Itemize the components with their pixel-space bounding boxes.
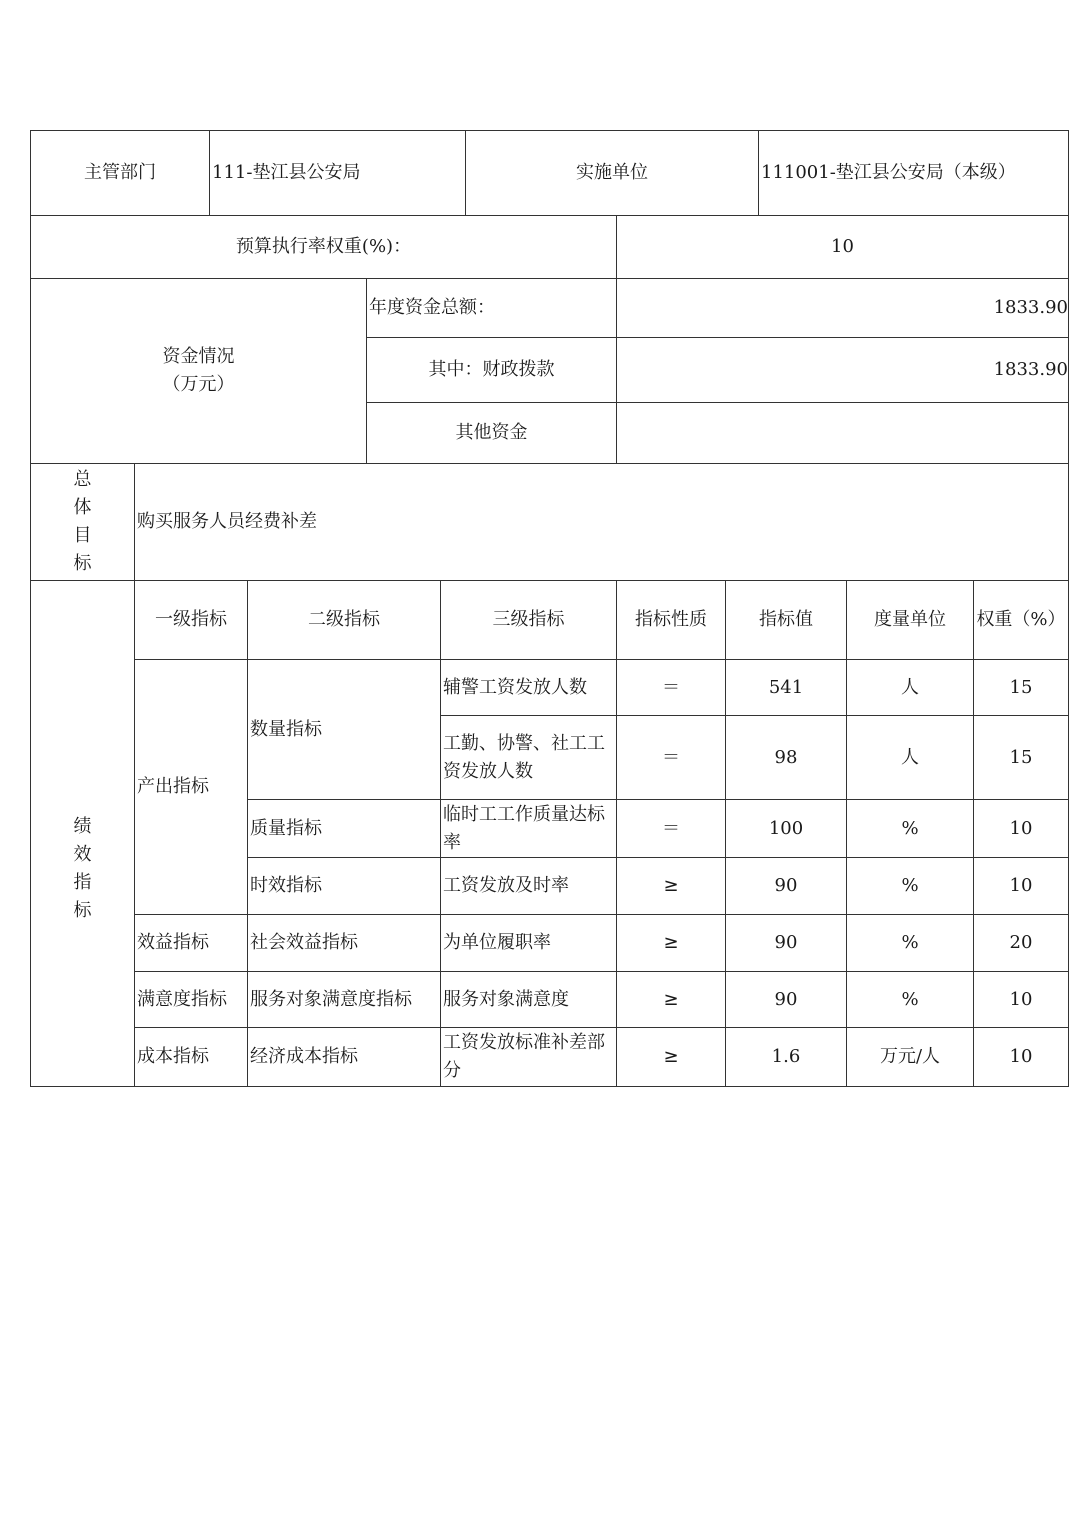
level2-social: 社会效益指标 bbox=[250, 932, 358, 953]
value-cell: 90 bbox=[774, 988, 798, 1010]
other-funds-value bbox=[617, 403, 1068, 463]
funds-label-line2: （万元） bbox=[162, 374, 235, 395]
annual-total-label: 年度资金总额： bbox=[369, 297, 495, 318]
value-cell: 90 bbox=[774, 932, 798, 953]
level3-cell: 辅警工资发放人数 bbox=[443, 676, 587, 698]
overall-goal-text: 购买服务人员经费补差 bbox=[137, 511, 317, 532]
unit-cell: % bbox=[901, 875, 919, 896]
weight-cell: 10 bbox=[1009, 875, 1033, 896]
overall-goal-label bbox=[31, 464, 134, 580]
weight-cell: 15 bbox=[1009, 746, 1033, 768]
value-cell: 98 bbox=[774, 746, 798, 768]
level1-output: 产出指标 bbox=[137, 776, 209, 797]
unit-cell: % bbox=[901, 817, 919, 839]
col-header-level3: 三级指标 bbox=[492, 609, 565, 630]
goal-char-3: 目 bbox=[73, 525, 92, 546]
implementer-label: 实施单位 bbox=[576, 162, 648, 183]
nature-cell: ＝ bbox=[662, 746, 680, 768]
weight-cell: 10 bbox=[1009, 988, 1033, 1010]
value-cell: 90 bbox=[774, 875, 798, 896]
level1-cost: 成本指标 bbox=[137, 1046, 209, 1067]
unit-cell: 人 bbox=[901, 746, 919, 768]
budget-weight-label: 预算执行率权重(%)： bbox=[235, 236, 412, 257]
perf-char-4: 标 bbox=[73, 899, 92, 921]
supervisor-value: 111-垫江县公安局 bbox=[212, 162, 361, 183]
value-cell: 541 bbox=[768, 676, 804, 698]
level1-benefit: 效益指标 bbox=[137, 932, 209, 953]
level2-timeliness: 时效指标 bbox=[250, 875, 322, 896]
level3-cell: 服务对象满意度 bbox=[443, 988, 569, 1010]
level3-cell: 为单位履职率 bbox=[443, 932, 551, 953]
performance-indicator-label bbox=[31, 581, 134, 1086]
goal-char-1: 总 bbox=[73, 469, 92, 490]
col-header-level1: 一级指标 bbox=[155, 609, 227, 630]
other-funds-label: 其他资金 bbox=[455, 422, 528, 443]
funds-section-label bbox=[31, 279, 366, 463]
nature-cell: ≥ bbox=[663, 875, 679, 896]
annual-total-value: 1833.90 bbox=[993, 297, 1068, 318]
perf-char-2: 效 bbox=[73, 843, 92, 865]
unit-cell: 人 bbox=[901, 676, 919, 698]
col-header-nature: 指标性质 bbox=[635, 609, 707, 630]
unit-cell: % bbox=[901, 988, 919, 1010]
unit-cell: % bbox=[901, 932, 919, 953]
col-header-level2: 二级指标 bbox=[308, 609, 380, 630]
nature-cell: ＝ bbox=[662, 676, 680, 698]
nature-cell: ≥ bbox=[663, 1046, 679, 1067]
weight-cell: 15 bbox=[1009, 676, 1033, 698]
weight-cell: 10 bbox=[1009, 817, 1033, 839]
goal-char-4: 标 bbox=[73, 553, 92, 574]
level3-cell: 临时工工作质量达标率 bbox=[443, 803, 605, 853]
level1-satisfaction: 满意度指标 bbox=[137, 988, 227, 1010]
level2-economic: 经济成本指标 bbox=[250, 1046, 358, 1067]
nature-cell: ＝ bbox=[662, 817, 680, 839]
goal-char-2: 体 bbox=[73, 497, 92, 518]
level2-quality: 质量指标 bbox=[250, 817, 322, 839]
level2-service: 服务对象满意度指标 bbox=[250, 988, 412, 1010]
weight-cell: 10 bbox=[1009, 1046, 1033, 1067]
col-header-value: 指标值 bbox=[759, 609, 813, 630]
budget-weight-value: 10 bbox=[831, 236, 854, 257]
fiscal-allocation-value: 1833.90 bbox=[993, 359, 1068, 380]
value-cell: 100 bbox=[768, 817, 804, 839]
supervisor-label: 主管部门 bbox=[84, 162, 156, 183]
col-header-unit: 度量单位 bbox=[874, 609, 946, 630]
funds-label-line1: 资金情况 bbox=[162, 346, 235, 367]
fiscal-allocation-label: 其中：财政拨款 bbox=[428, 359, 555, 380]
perf-char-3: 指 bbox=[73, 871, 92, 893]
unit-cell: 万元/人 bbox=[879, 1046, 941, 1067]
value-cell: 1.6 bbox=[771, 1046, 801, 1067]
weight-cell: 20 bbox=[1009, 932, 1033, 953]
level3-cell: 工资发放标准补差部分 bbox=[443, 1032, 605, 1081]
level3-cell: 工资发放及时率 bbox=[443, 875, 569, 896]
col-header-weight: 权重（%） bbox=[976, 609, 1066, 630]
level2-quantity: 数量指标 bbox=[250, 718, 322, 740]
nature-cell: ≥ bbox=[663, 988, 679, 1010]
perf-char-1: 绩 bbox=[73, 815, 92, 837]
nature-cell: ≥ bbox=[663, 932, 679, 953]
level3-cell: 工勤、协警、社工工资发放人数 bbox=[443, 732, 605, 782]
implementer-value: 111001-垫江县公安局（本级） bbox=[761, 162, 1016, 183]
